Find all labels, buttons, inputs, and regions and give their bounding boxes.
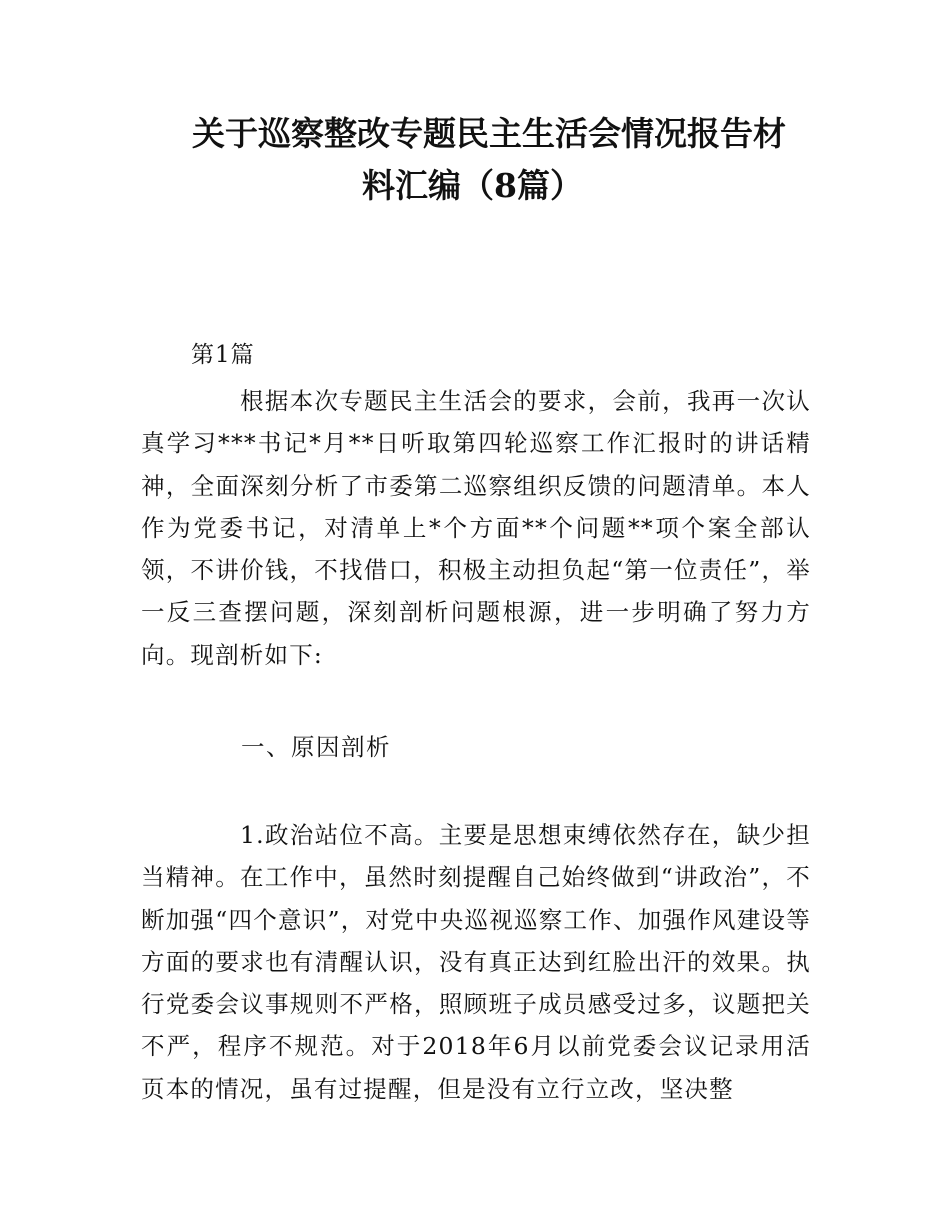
paragraph-intro: 根据本次专题民主生活会的要求，会前，我再一次认真学习***书记*月**日听取第四轮巡察工作汇报时的讲话精神，全面深刻分析了市委第二巡察组织反馈的问题清单。本人作为党委书记，对清单上*个方面**个问题**项个案全部认领，不讲价钱，不找借口，积极主动担负起“第一位责任”，举一反三查摆问题，深刻剖析问题根源，进一步明确了努力方向。现剖析如下: [141,387,811,669]
document-title [140,108,840,212]
section-heading: 一、原因剖析 [241,733,391,761]
title-line-2: 料汇编（8篇） [362,166,583,205]
section-label: 第1篇 [191,342,255,368]
paragraph-cause-analysis: 1.政治站位不高。主要是思想束缚依然存在，缺少担当精神。在工作中，虽然时刻提醒自己始终做到“讲政治”，不断加强“四个意识”，对党中央巡视巡察工作、加强作风建设等方面的要求也有清醒认识，没有真正达到红脸出汗的效果。执行党委会议事规则不严格，照顾班子成员感受过多，议题把关不严，程序不规范。对于2018年6月以前党委会议记录用活页本的情况，虽有过提醒，但是没有立行立改，坚决整 [141,821,811,1103]
title-line-1: 关于巡察整改专题民主生活会情况报告材 [192,114,786,153]
